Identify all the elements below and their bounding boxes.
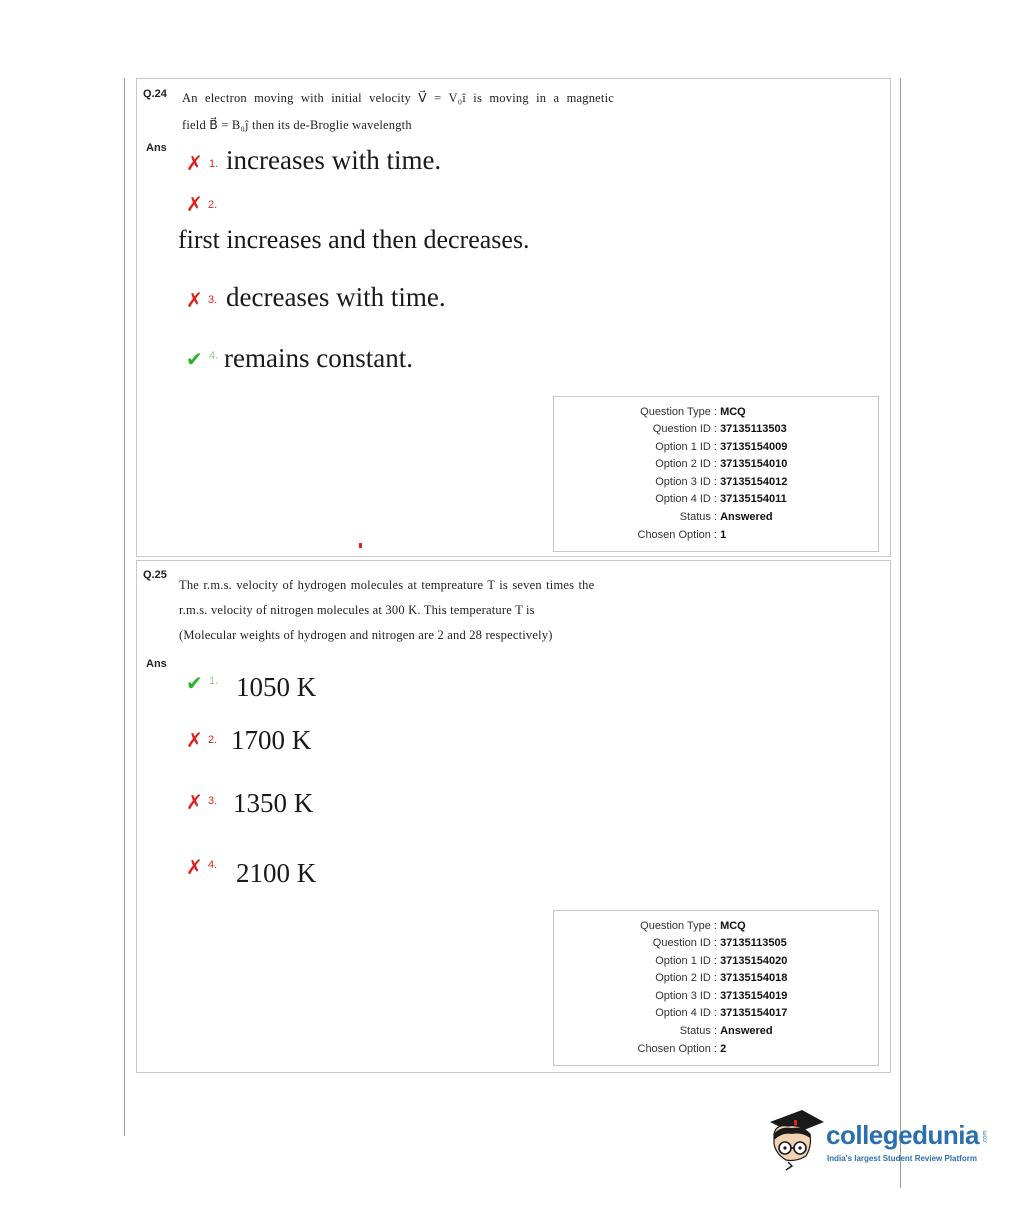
info-row	[554, 955, 792, 967]
info-value: MCQ	[720, 406, 746, 418]
question-number: Q.25	[143, 569, 167, 581]
option-number: 4.	[208, 859, 218, 871]
info-key: Option 1 ID :	[655, 441, 717, 453]
logo-tagline: India's largest Student Review Platform	[827, 1154, 977, 1163]
cross-icon: ✗	[186, 194, 203, 216]
info-value: 37135154010	[720, 458, 788, 470]
option-text: remains constant.	[224, 343, 413, 373]
cross-icon: ✗	[186, 290, 203, 312]
cross-icon: ✗	[186, 153, 203, 175]
check-icon: ✔	[186, 349, 203, 371]
option-text: 1350 K	[233, 788, 314, 818]
cross-icon: ✗	[186, 792, 203, 814]
info-value: 37135154012	[720, 476, 788, 488]
info-row	[554, 972, 792, 984]
option-text: increases with time.	[226, 145, 442, 175]
info-key: Question ID :	[652, 423, 717, 435]
info-row	[554, 937, 792, 949]
info-key: Option 3 ID :	[655, 990, 717, 1002]
info-row	[554, 1043, 792, 1055]
info-key: Option 1 ID :	[655, 955, 717, 967]
cross-icon: ✗	[186, 730, 203, 752]
question-info-box	[553, 910, 879, 1066]
info-key: Status :	[679, 1025, 717, 1037]
info-row	[554, 493, 792, 505]
question-info-box	[553, 396, 879, 552]
info-value: Answered	[720, 511, 773, 523]
question-text-line-3: (Molecular weights of hydrogen and nitrogen are 2 and 28 respectively)	[179, 628, 553, 642]
info-row	[554, 990, 792, 1002]
info-value: 37135154020	[720, 955, 788, 967]
question-number: Q.24	[143, 88, 167, 100]
page-left-rule	[124, 78, 125, 1136]
info-row	[554, 406, 792, 418]
question-text-line-2: r.m.s. velocity of nitrogen molecules at 300 K. This temperature T is	[179, 603, 535, 617]
info-key: Option 2 ID :	[655, 458, 717, 470]
info-key: Option 2 ID :	[655, 972, 717, 984]
collegedunia-logo	[766, 1104, 996, 1176]
ans-label: Ans	[146, 142, 167, 154]
info-value: 37135154017	[720, 1007, 788, 1019]
info-key: Chosen Option :	[637, 529, 717, 541]
option-number: 4.	[209, 350, 219, 362]
info-value: 37135154011	[720, 493, 787, 505]
info-row	[554, 1025, 792, 1037]
question-text-line-1: The r.m.s. velocity of hydrogen molecules at tempreature T is seven times the	[179, 578, 595, 592]
mascot-icon	[766, 1104, 828, 1174]
info-row	[554, 458, 792, 470]
option-text: decreases with time.	[226, 282, 446, 312]
option-number: 1.	[209, 675, 219, 687]
page-right-rule	[900, 78, 901, 1188]
cross-icon: ✗	[186, 857, 203, 879]
info-key: Question Type :	[640, 406, 717, 418]
info-key: Question Type :	[640, 920, 717, 932]
option-text: 1050 K	[236, 672, 317, 702]
ans-label: Ans	[146, 658, 167, 670]
logo-wordmark: collegedunia	[826, 1120, 979, 1150]
info-key: Option 3 ID :	[655, 476, 717, 488]
info-value: 37135154009	[720, 441, 788, 453]
logo-suffix: .com	[982, 1130, 989, 1144]
info-key: Chosen Option :	[637, 1043, 717, 1055]
info-key: Question ID :	[652, 937, 717, 949]
info-value: 37135154018	[720, 972, 788, 984]
info-row	[554, 441, 792, 453]
info-row	[554, 511, 792, 523]
option-text: first increases and then decreases.	[178, 225, 530, 254]
info-value: 37135113503	[720, 423, 787, 435]
info-value: 2	[720, 1043, 727, 1055]
info-value: 1	[720, 529, 727, 541]
info-key: Option 4 ID :	[655, 1007, 717, 1019]
option-number: 2.	[208, 199, 218, 211]
option-number: 1.	[209, 158, 219, 170]
option-text: 1700 K	[231, 725, 312, 755]
option-number: 3.	[208, 294, 218, 306]
info-row	[554, 423, 792, 435]
info-key: Option 4 ID :	[655, 493, 717, 505]
option-text: 2100 K	[236, 858, 317, 888]
info-value: 37135154019	[720, 990, 788, 1002]
info-key: Status :	[679, 511, 717, 523]
info-value: 37135113505	[720, 937, 787, 949]
info-row	[554, 920, 792, 932]
option-number: 2.	[208, 734, 218, 746]
info-value: Answered	[720, 1025, 773, 1037]
question-text-line-2: field B⃗ = B₀ĵ then its de-Broglie wavelength	[182, 118, 412, 132]
red-mark	[359, 543, 362, 548]
info-value: MCQ	[720, 920, 746, 932]
info-row	[554, 1007, 792, 1019]
info-row	[554, 529, 792, 541]
option-number: 3.	[208, 795, 218, 807]
question-text-line-1: An electron moving with initial velocity V⃗ = V₀î is moving in a magnetic	[182, 91, 615, 105]
check-icon: ✔	[186, 673, 203, 695]
info-row	[554, 476, 792, 488]
